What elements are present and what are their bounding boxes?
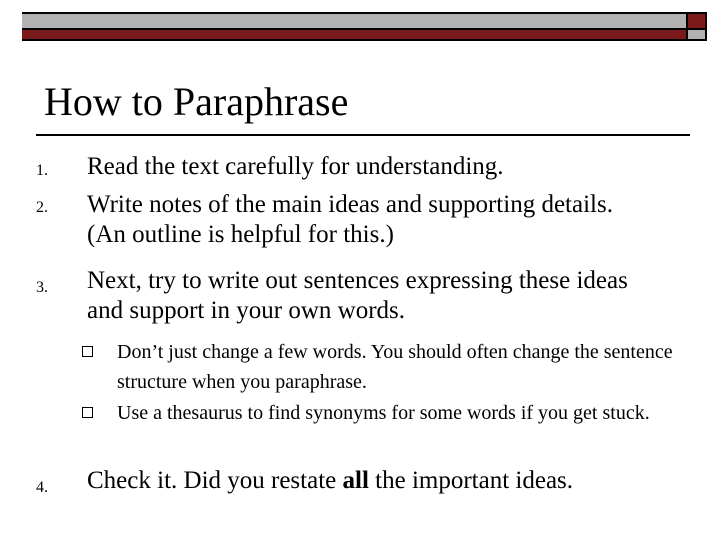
step-text-before: Check it. Did you restate [87,467,343,494]
title-underline [36,134,690,136]
step-text: Next, try to write out sentences expressing these ideas and support in your own words. [87,267,628,324]
slide-title: How to Paraphrase [44,79,349,124]
header-square-red [686,12,707,30]
step-text: Write notes of the main ideas and supporting details. (An outline is helpful for this.) [87,191,613,248]
subpoint-text: Don’t just change a few words. You should often change the sentence structure when you paraphrase. [117,341,673,393]
step-number: 3. [36,279,48,296]
step-number: 1. [36,162,48,179]
header-square-gray [686,30,707,41]
subpoint-text: Use a thesaurus to find synonyms for some words if you get stuck. [117,402,650,424]
step-text [87,466,687,496]
step-number: 2. [36,199,48,216]
square-bullet-icon [82,346,93,357]
header-bar-gray [22,12,707,30]
square-bullet-icon [82,407,93,418]
step-number: 4. [36,479,48,496]
step-text-bold: all [342,467,369,494]
step-text-after: the important ideas. [368,467,574,494]
step-text: Read the text carefully for understanding. [87,153,504,180]
header-bar-red [22,30,707,41]
